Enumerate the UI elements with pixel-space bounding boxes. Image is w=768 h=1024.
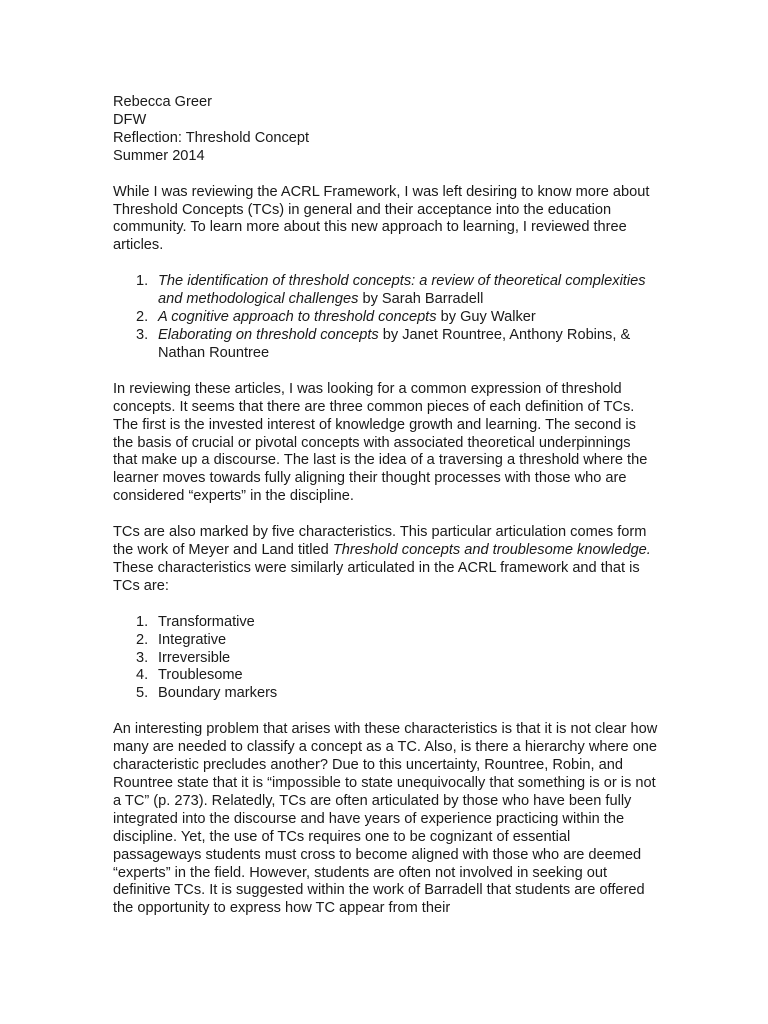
definition-paragraph: In reviewing these articles, I was looking for a common expression of threshold concepts. It seems that there are three common pieces of each definition of TCs. The first is the invested interest of knowledge growth and learning. The second is the basis of crucial or pivotal concepts with associated theoretical underpinnings that make up a discourse. The last is the idea of a traversing a threshold where the learner moves towards fully aligning their thought processes with those who are considered “experts” in the discipline. (113, 380, 648, 505)
characteristic-label: Irreversible (158, 649, 231, 666)
characteristics-text-after: These characteristics were similarly articulated in the ACRL framework and that is TCs are: (113, 559, 640, 594)
characteristics-paragraph (113, 524, 658, 596)
list-number: 2. (136, 631, 149, 648)
document-date: Summer 2014 (113, 147, 205, 164)
spacer (113, 255, 658, 273)
article-author: by Sarah Barradell (358, 291, 484, 308)
problem-paragraph: An interesting problem that arises with these characteristics is that it is not clear how many are needed to classify a concept as a TC. Also, is there a hierarchy where one characteristic precludes another? Due to this uncertainty, Rountree, Robin, and Rountree state that it is “impossible to state unequivocally that something is or is not a TC” (p. 273). Relatedly, TCs are often articulated by those who have been fully integrated into the discourse and have years of experience practicing within the discipline. Yet, the use of TCs requires one to be cognizant of essential passageways students must cross to become aligned with those who are deemed “experts” in the field. However, students are often not involved in seeking out definitive TCs. It is suggested within the work of Barradell that students are offered the opportunity to express how TC appear from their (113, 721, 658, 917)
characteristic-label: Transformative (158, 613, 255, 630)
characteristics-list (113, 614, 658, 704)
article-item (113, 327, 658, 363)
article-author: by Guy Walker (436, 309, 536, 326)
article-item (113, 273, 658, 309)
list-number: 1. (136, 613, 149, 630)
list-number: 2. (136, 309, 149, 326)
organization: DFW (113, 111, 147, 128)
article-item (113, 309, 658, 327)
cited-work-title: Threshold concepts and troublesome knowledge. (332, 542, 651, 559)
article-title: Elaborating on threshold concepts (158, 326, 379, 343)
spacer (113, 166, 658, 184)
spacer (113, 506, 658, 524)
characteristics-text-before: TCs are also marked by five characteristics. This particular articulation comes form the work of Meyer and Land titled (113, 524, 647, 559)
list-number: 3. (136, 326, 149, 343)
characteristic-item (113, 614, 658, 632)
characteristic-item (113, 650, 658, 668)
document-header (113, 94, 658, 166)
document-body (113, 94, 658, 918)
spacer (113, 703, 658, 721)
intro-paragraph: While I was reviewing the ACRL Framework, I was left desiring to know more about Threshold Concepts (TCs) in general and their acceptance into the education community. To learn more about this new approach to learning, I reviewed three articles. (113, 183, 650, 254)
list-number: 4. (136, 667, 149, 684)
list-number: 3. (136, 649, 149, 666)
spacer (113, 596, 658, 614)
article-author: by Janet Rountree, Anthony Robins, & Nathan Rountree (158, 326, 631, 361)
list-number: 5. (136, 685, 149, 702)
article-list (113, 273, 658, 363)
article-title: A cognitive approach to threshold concepts (158, 309, 437, 326)
author-name: Rebecca Greer (113, 94, 212, 110)
characteristic-label: Troublesome (158, 667, 243, 684)
characteristic-label: Integrative (158, 631, 227, 648)
document-title: Reflection: Threshold Concept (113, 129, 310, 146)
characteristic-item (113, 667, 658, 685)
article-title: The identification of threshold concepts: a review of theoretical complexities and methodological challenges (158, 273, 646, 308)
characteristic-label: Boundary markers (158, 685, 278, 702)
characteristic-item (113, 685, 658, 703)
spacer (113, 363, 658, 381)
characteristic-item (113, 632, 658, 650)
list-number: 1. (136, 273, 149, 290)
